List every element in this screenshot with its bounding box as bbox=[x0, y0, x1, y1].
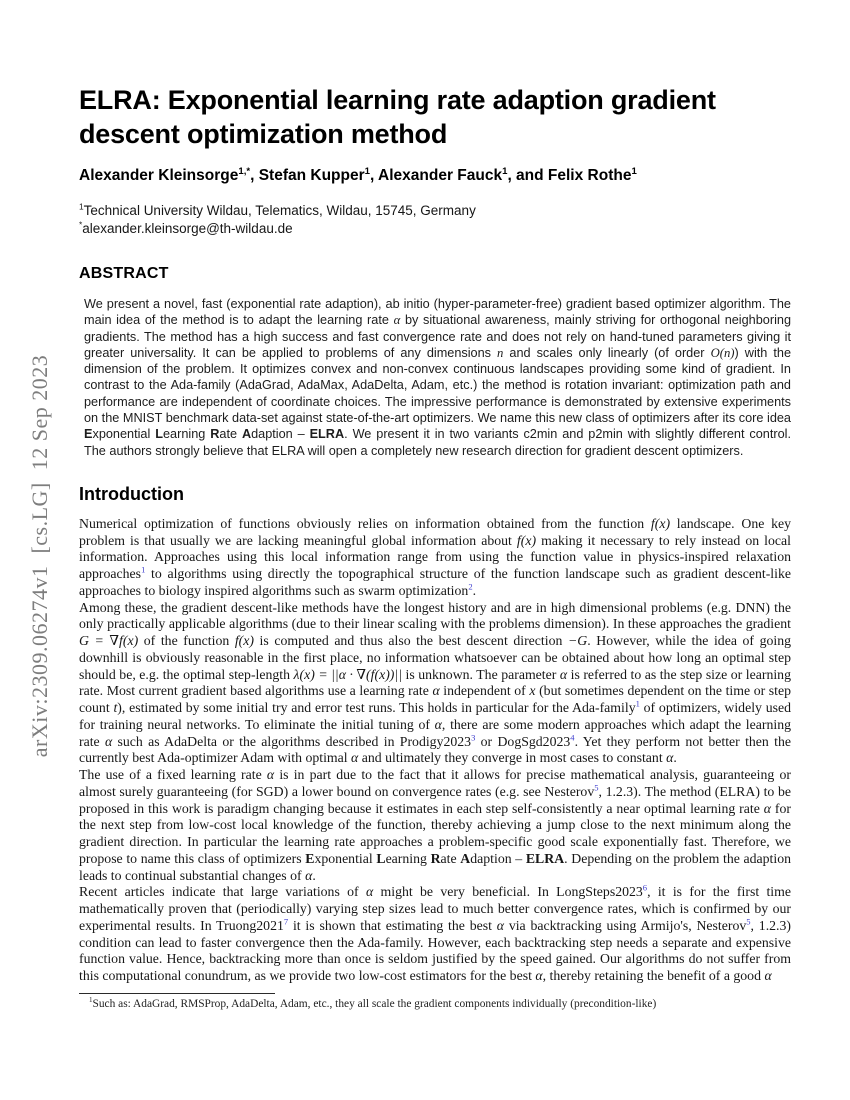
text-run: , it is for the first time mathematically proven that (periodically) varying step sizes lead to much better convergence rates, which is confirmed by our experimental results. In Truong2021 bbox=[79, 884, 791, 933]
text-math: α bbox=[104, 733, 113, 749]
text-bold: R bbox=[210, 427, 220, 442]
text-math: α bbox=[365, 884, 374, 900]
text-run: such as AdaDelta or the algorithms described in Prodigy2023 bbox=[112, 733, 472, 749]
text-run: via backtracking using Armijo's, Nesterov bbox=[504, 917, 747, 933]
citation-link[interactable]: 6 bbox=[642, 882, 648, 893]
text-math: α bbox=[535, 968, 543, 984]
text-sup: 1,* bbox=[238, 165, 251, 177]
text-math: α bbox=[559, 666, 568, 682]
text-math: α bbox=[496, 917, 505, 933]
arxiv-stamp: arXiv:2309.06274v1 [cs.LG] 12 Sep 2023 bbox=[27, 354, 52, 758]
introduction-paragraphs bbox=[79, 516, 791, 985]
text-run: . We present it in two variants c2min and p2min with slightly different control. The authors strongly believe that ELRA will open a completely new research direction for gradient descent optimizers. bbox=[84, 427, 791, 458]
text-run: Such as: AdaGrad, RMSProp, AdaDelta, Adam, etc., they all scale the gradient components individually (precondition-like) bbox=[92, 998, 657, 1010]
abstract-body bbox=[79, 296, 791, 459]
text-bold: L bbox=[155, 427, 163, 442]
text-run: is referred to as the step size or learning rate. Most current gradient based algorithms use a learning rate bbox=[79, 666, 791, 699]
text-run: ) with the dimension of the problem. It optimizes convex and non-convex continuous landscapes providing some kind of gradient. In contrast to the Ada-family (AdaGrad, AdaMax, AdaDelta, Adam, etc.) the method is rotation invariant: optimization path and performance are independent of coordinate choices. The impressive performance is demonstrated by extensive experiments on the MNIST benchmark data-set against state-of-the-art optimizers. We name this new class of optimizers after its core idea bbox=[84, 345, 792, 426]
email-line bbox=[79, 220, 791, 238]
text-bold: R bbox=[430, 850, 441, 866]
paragraph bbox=[79, 516, 791, 600]
affiliation-line bbox=[79, 202, 791, 220]
text-bold: A bbox=[241, 427, 252, 442]
text-run: alexander.kleinsorge@th-wildau.de bbox=[82, 221, 293, 236]
text-math: O(n) bbox=[710, 345, 735, 360]
citation-link[interactable]: 2 bbox=[468, 581, 473, 592]
text-run: ate bbox=[219, 427, 242, 442]
text-bold: L bbox=[376, 850, 386, 866]
text-run: of the function bbox=[138, 633, 235, 649]
footnote bbox=[79, 997, 791, 1011]
text-run: earning bbox=[162, 427, 211, 442]
paper-title bbox=[79, 83, 791, 151]
citation-link[interactable]: 5 bbox=[594, 782, 599, 793]
text-bold: ELRA bbox=[525, 850, 565, 866]
text-run: and ultimately they converge in most cases to constant bbox=[358, 750, 667, 766]
text-run: , thereby retaining the benefit of a good bbox=[542, 968, 765, 984]
text-math: f(x) bbox=[650, 515, 671, 531]
paragraph bbox=[79, 600, 791, 768]
text-run: . However, while the idea of going downhill is obviously reasonable in the first place, no information whatsoever can be obtained about how long an optimal step should be, e.g. the optimal step-length bbox=[79, 633, 792, 682]
text-run: to algorithms using directly the topographical structure of the function landscape such as gradient descent-like approaches to biology inspired algorithms such as swarm optimization bbox=[79, 566, 791, 598]
text-math: f(x) bbox=[516, 532, 537, 548]
text-run: of optimizers, widely used for training neural networks. To eliminate the initial tuning of bbox=[79, 700, 791, 732]
text-math: α bbox=[305, 867, 313, 883]
text-run: Alexander Kleinsorge bbox=[79, 167, 239, 184]
section-heading-introduction: Introduction bbox=[79, 483, 184, 504]
text-run: We present a novel, fast (exponential rate adaption), ab initio (hyper-parameter-free) gradient based optimizer algorithm. The main idea of the method is to adapt the learning rate bbox=[84, 297, 791, 328]
authors-line bbox=[79, 166, 791, 185]
text-run: landscape. One key problem is that usually we are lacking meaningful global information about bbox=[79, 515, 791, 548]
text-run: might be very beneficial. In LongSteps2023 bbox=[373, 884, 643, 900]
text-math: α bbox=[432, 683, 440, 699]
text-run: Among these, the gradient descent-like methods have the longest history and are in high dimensional problems (e.g. DNN) the only practically applicable algorithms (due to their linear scaling with the problems dimension). In these approaches the gradient bbox=[79, 599, 791, 632]
text-sup: 1 bbox=[79, 201, 84, 212]
text-run: daption – bbox=[470, 850, 526, 866]
text-run: making it necessary to rely instead on local information. Approaches using this local information range from using the function value in physics-inspired relaxation approaches bbox=[79, 532, 791, 582]
text-math: λ(x) = ||α · ∇(f(x))|| bbox=[293, 666, 402, 682]
text-run: independent of bbox=[439, 683, 530, 699]
text-math: α bbox=[266, 767, 275, 783]
text-run: is in part due to the fact that it allows for precise mathematical analysis, guaranteeing or almost surely guaranteeing (for SGD) a lower bound on convergence rates (e.g. see Nesterov bbox=[79, 767, 791, 799]
text-bold: E bbox=[84, 427, 93, 442]
text-run: Recent articles indicate that large variations of bbox=[79, 884, 366, 900]
text-bold: A bbox=[460, 850, 471, 866]
citation-link[interactable]: 4 bbox=[570, 732, 575, 743]
text-run: by situational awareness, mainly striving for orthogonal neighboring gradients. The method has a high success and fast convergence rate and does not rely on hand-tuned parameters giving it greater universality. It can be applied to problems of any dimensions bbox=[84, 313, 792, 360]
text-sup: 1 bbox=[631, 165, 637, 177]
text-math: α bbox=[393, 313, 401, 328]
text-run: ), estimated by some initial try and error test runs. This holds in particular for the Ada-family bbox=[117, 700, 636, 716]
text-math: α bbox=[434, 716, 442, 732]
text-math: G = ∇f(x) bbox=[79, 633, 139, 649]
text-run: , 1.2.3). The method (ELRA) to be proposed in this work is paradigm changing because it estimates in each step self-consistently a near optimal learning rate bbox=[79, 783, 791, 816]
text-run: (but sometimes dependent on the time or step count bbox=[79, 683, 792, 716]
footnote-rule bbox=[79, 993, 275, 994]
text-run: . bbox=[472, 582, 477, 598]
citation-link[interactable]: 7 bbox=[283, 916, 289, 927]
text-run: xponential bbox=[314, 850, 377, 866]
text-math: f(x) bbox=[234, 633, 254, 649]
text-sup: 1 bbox=[502, 165, 508, 177]
text-math: α bbox=[351, 750, 359, 766]
text-run: xponential bbox=[92, 427, 156, 442]
text-bold: E bbox=[305, 850, 315, 866]
text-math: α bbox=[763, 800, 771, 816]
text-run: The use of a fixed learning rate bbox=[79, 767, 267, 783]
text-run: it is shown that estimating the best bbox=[288, 917, 497, 933]
text-sup: * bbox=[79, 219, 83, 230]
text-run: Numerical optimization of functions obviously relies on information obtained from the function bbox=[79, 515, 651, 531]
text-run: , Alexander Fauck bbox=[370, 167, 503, 184]
text-sup: 1 bbox=[364, 165, 370, 177]
text-run: for the next step from low-cost local knowledge of the function, thereby achieving a jump close to the next minimum along the gradient direction. In particular the learning rate approaches a problem-specific good scale exponentially fast. Therefore, we propose to name this class of optimizers bbox=[79, 800, 791, 866]
text-run: is unknown. The parameter bbox=[401, 666, 560, 682]
text-math: t bbox=[113, 700, 118, 716]
text-run: Technical University Wildau, Telematics, Wildau, 15745, Germany bbox=[83, 203, 476, 218]
text-math: α bbox=[764, 968, 772, 984]
text-run: daption – bbox=[251, 427, 310, 442]
abstract-heading: ABSTRACT bbox=[79, 265, 169, 282]
text-run: earning bbox=[385, 850, 431, 866]
citation-link[interactable]: 1 bbox=[635, 698, 640, 709]
text-sup: 1 bbox=[89, 996, 93, 1005]
text-math: −G bbox=[567, 633, 588, 649]
text-math: x bbox=[529, 683, 536, 699]
citation-link[interactable]: 1 bbox=[141, 564, 146, 575]
paragraph bbox=[79, 884, 791, 985]
text-bold: ELRA bbox=[309, 427, 345, 442]
text-run: . bbox=[673, 750, 677, 766]
text-run: . bbox=[312, 867, 316, 883]
text-run: . Yet they perform not better then the currently best Ada-optimizer Adam with optimal bbox=[79, 733, 791, 766]
paper-title-line2: descent optimization method bbox=[79, 119, 448, 149]
text-run: ate bbox=[440, 850, 461, 866]
text-run: , Stefan Kupper bbox=[250, 167, 365, 184]
text-run: and scales only linearly (of order bbox=[503, 345, 711, 360]
paper-title-line1: ELRA: Exponential learning rate adaption gradient bbox=[79, 85, 716, 115]
paper-content bbox=[79, 0, 791, 985]
text-math: n bbox=[497, 345, 504, 360]
text-run: is computed and thus also the best descent direction bbox=[253, 633, 568, 649]
footnote-block bbox=[79, 993, 791, 1011]
text-run: , 1.2.3) condition can lead to faster convergence then the Ada-family. However, each backtracking step needs a separate and expensive function value. Hence, backtracking more than once is seldom justified by the speed gained. Our algorithms do not suffer from this computational conundrum, as we provide two low-cost estimators for the best bbox=[79, 917, 791, 984]
text-run: . Depending on the problem the adaption leads to continual substantial changes of bbox=[79, 850, 791, 883]
text-run: or DogSgd2023 bbox=[475, 733, 571, 749]
paragraph bbox=[79, 767, 791, 884]
text-run: , and Felix Rothe bbox=[507, 167, 632, 184]
citation-link[interactable]: 5 bbox=[746, 916, 751, 927]
text-run: , there are some modern approaches which adapt the learning rate bbox=[79, 716, 791, 749]
citation-link[interactable]: 3 bbox=[471, 732, 476, 743]
text-math: α bbox=[666, 750, 674, 766]
